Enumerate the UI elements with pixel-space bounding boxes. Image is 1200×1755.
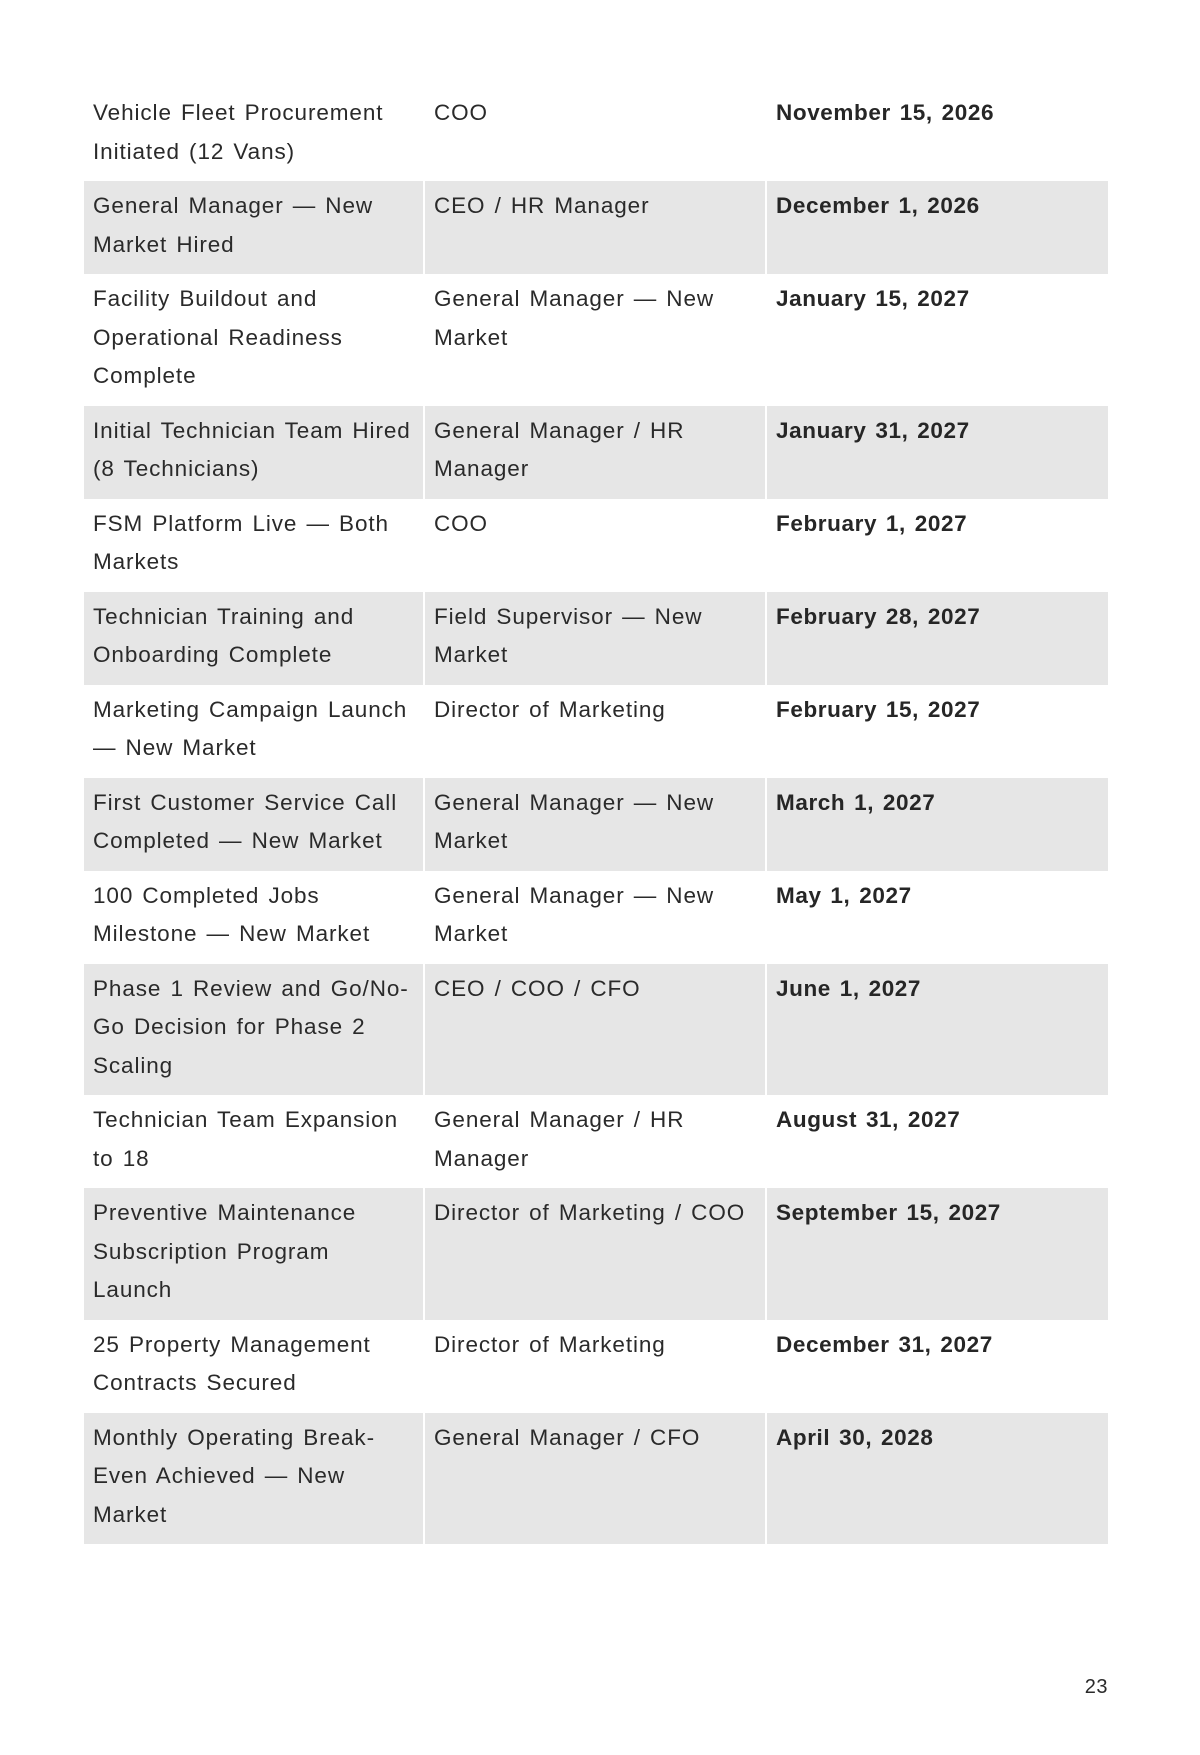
milestone-cell: FSM Platform Live — Both Markets [93, 510, 389, 574]
target-date-cell: May 1, 2027 [766, 871, 1108, 964]
milestone-cell: Facility Buildout and Operational Readiness Complete [93, 286, 343, 388]
milestone-cell: Marketing Campaign Launch — New Market [93, 696, 408, 760]
milestone-cell: Monthly Operating Break-Even Achieved — New Market [84, 1413, 424, 1545]
table-row [84, 181, 1108, 274]
target-date-cell: March 1, 2027 [766, 778, 1108, 871]
milestone-cell: Preventive Maintenance Subscription Program Launch [84, 1188, 424, 1320]
target-date-cell: January 31, 2027 [766, 406, 1108, 499]
target-date-cell: February 28, 2027 [766, 592, 1108, 685]
target-date-cell: February 15, 2027 [766, 685, 1108, 778]
milestone-table [84, 88, 1108, 1544]
target-date-cell: November 15, 2026 [766, 88, 1108, 181]
milestone-cell: Vehicle Fleet Procurement Initiated (12 Vans) [93, 100, 384, 164]
table-row [84, 871, 1108, 964]
milestone-cell: Technician Training and Onboarding Complete [84, 592, 424, 685]
table-row [84, 685, 1108, 778]
owner-cell: COO [424, 88, 766, 181]
owner-cell: General Manager — New Market [424, 274, 766, 406]
owner-cell: Director of Marketing [424, 685, 766, 778]
table-row [84, 592, 1108, 685]
target-date-cell: August 31, 2027 [766, 1095, 1108, 1188]
milestone-cell: 100 Completed Jobs Milestone — New Market [93, 882, 371, 946]
target-date-cell: December 31, 2027 [766, 1320, 1108, 1413]
milestone-cell: Technician Team Expansion to 18 [93, 1107, 399, 1171]
owner-cell: General Manager — New Market [424, 778, 766, 871]
target-date-cell: February 1, 2027 [766, 499, 1108, 592]
table-row [84, 274, 1108, 406]
table-row [84, 964, 1108, 1096]
target-date-cell: June 1, 2027 [766, 964, 1108, 1096]
milestone-cell: General Manager — New Market Hired [84, 181, 424, 274]
milestone-cell: First Customer Service Call Completed — New Market [84, 778, 424, 871]
owner-cell: CEO / COO / CFO [424, 964, 766, 1096]
table-row [84, 778, 1108, 871]
owner-cell: General Manager / HR Manager [424, 406, 766, 499]
milestone-cell: Phase 1 Review and Go/No-Go Decision for Phase 2 Scaling [84, 964, 424, 1096]
owner-cell: General Manager — New Market [424, 871, 766, 964]
owner-cell: COO [424, 499, 766, 592]
page-number: 23 [1084, 1676, 1108, 1698]
owner-cell: Field Supervisor — New Market [424, 592, 766, 685]
milestone-cell: Initial Technician Team Hired (8 Technicians) [84, 406, 424, 499]
target-date-cell: December 1, 2026 [766, 181, 1108, 274]
target-date-cell: September 15, 2027 [766, 1188, 1108, 1320]
table-row [84, 1320, 1108, 1413]
target-date-cell: April 30, 2028 [766, 1413, 1108, 1545]
table-row [84, 1413, 1108, 1545]
owner-cell: General Manager / HR Manager [424, 1095, 766, 1188]
owner-cell: Director of Marketing / COO [424, 1188, 766, 1320]
target-date-cell: January 15, 2027 [766, 274, 1108, 406]
table-row [84, 1095, 1108, 1188]
table-row [84, 499, 1108, 592]
table-row [84, 1188, 1108, 1320]
milestone-table-body [84, 88, 1108, 1544]
milestone-table-container [84, 88, 1108, 1544]
owner-cell: General Manager / CFO [424, 1413, 766, 1545]
milestone-cell: 25 Property Management Contracts Secured [93, 1331, 371, 1395]
owner-cell: CEO / HR Manager [424, 181, 766, 274]
owner-cell: Director of Marketing [424, 1320, 766, 1413]
table-row [84, 88, 1108, 181]
table-row [84, 406, 1108, 499]
